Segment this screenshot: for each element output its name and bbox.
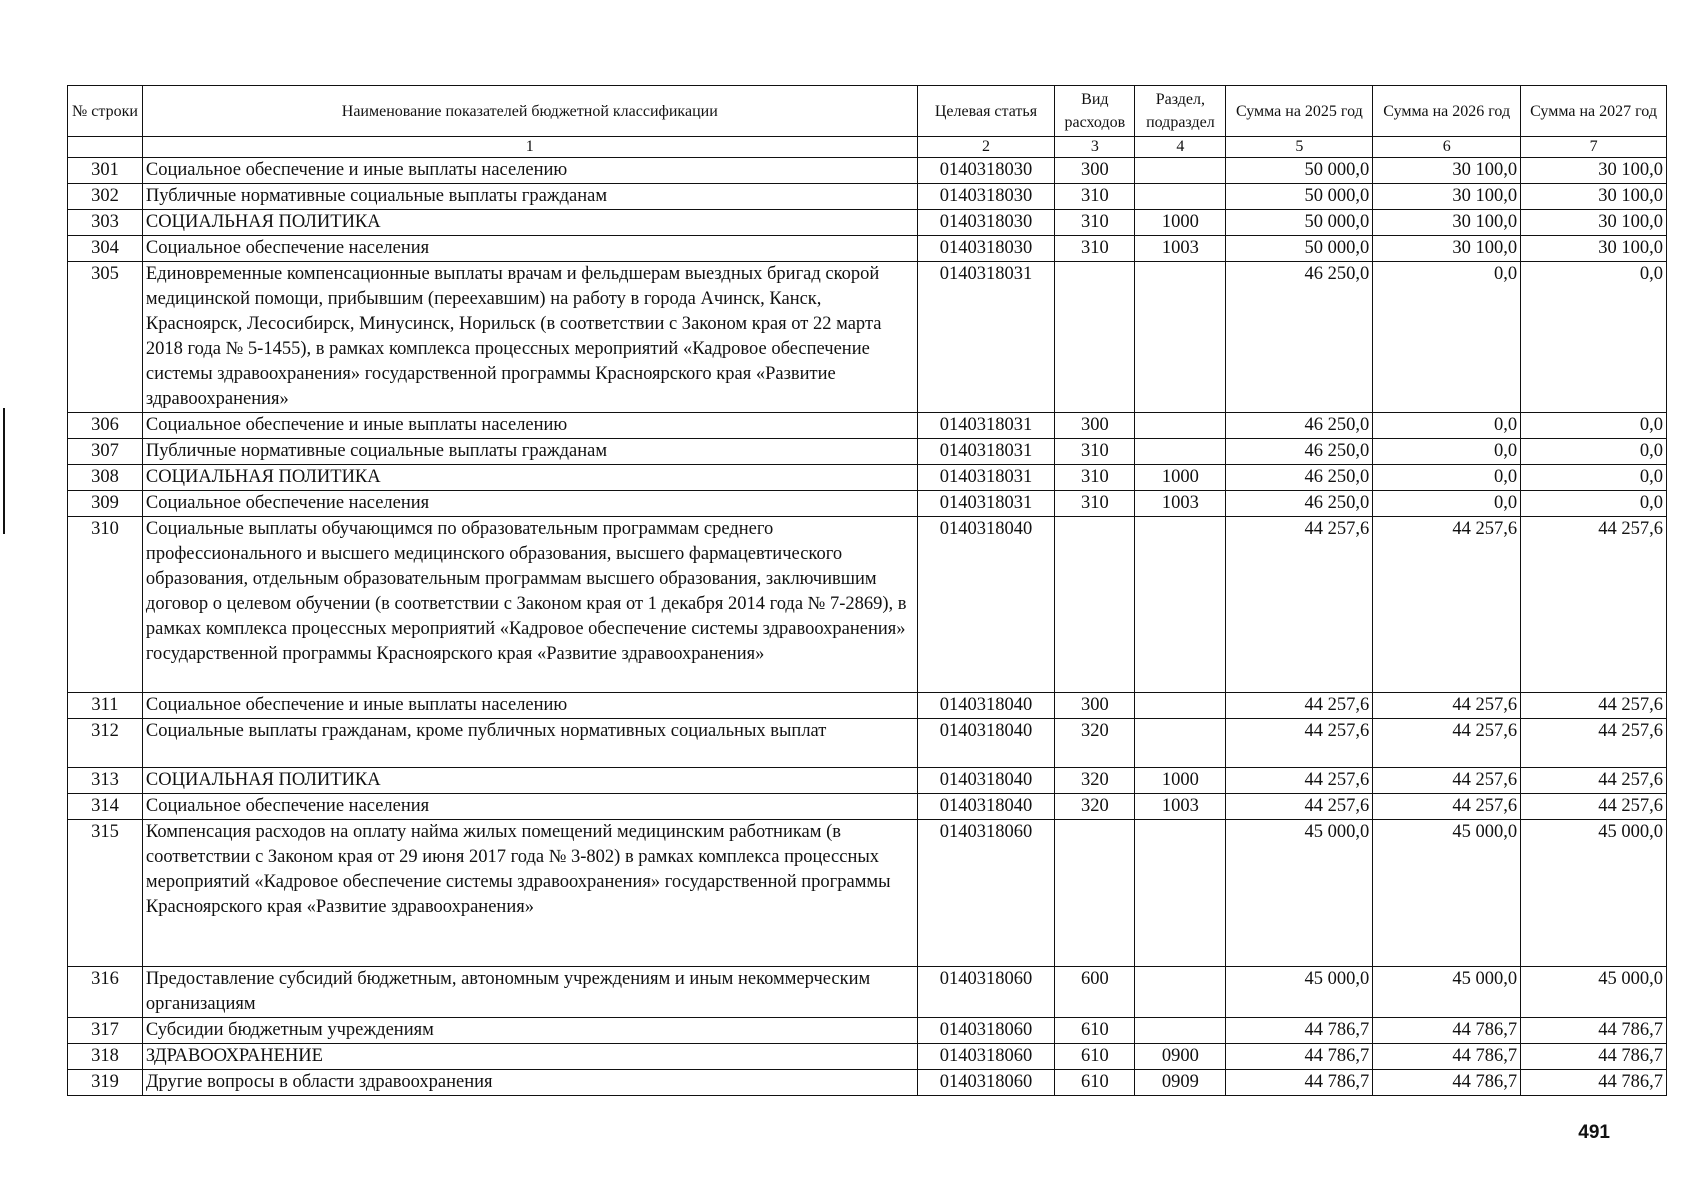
row-number: 304 xyxy=(68,236,143,262)
sum-2025: 44 257,6 xyxy=(1226,768,1373,794)
sum-2025: 50 000,0 xyxy=(1226,184,1373,210)
colnum: 3 xyxy=(1055,137,1135,158)
section-subsection: 1000 xyxy=(1135,465,1226,491)
sum-2026: 30 100,0 xyxy=(1373,210,1521,236)
sum-2025: 45 000,0 xyxy=(1226,820,1373,967)
table-row xyxy=(68,236,1667,262)
sum-2026: 44 786,7 xyxy=(1373,1070,1521,1096)
header-num: № строки xyxy=(68,86,143,137)
sum-2025: 46 250,0 xyxy=(1226,262,1373,413)
table-row xyxy=(68,465,1667,491)
expense-type: 310 xyxy=(1055,210,1135,236)
header-razd: Раздел, подраздел xyxy=(1135,86,1226,137)
expense-type: 610 xyxy=(1055,1070,1135,1096)
colnum: 6 xyxy=(1373,137,1521,158)
indicator-name: Другие вопросы в области здравоохранения xyxy=(142,1070,917,1096)
expense-type: 320 xyxy=(1055,768,1135,794)
header-sum-2026: Сумма на 2026 год xyxy=(1373,86,1521,137)
sum-2027: 45 000,0 xyxy=(1521,967,1667,1018)
indicator-name: ЗДРАВООХРАНЕНИЕ xyxy=(142,1044,917,1070)
row-number: 311 xyxy=(68,693,143,719)
expense-type: 310 xyxy=(1055,439,1135,465)
page-number: 491 xyxy=(1578,1122,1610,1143)
row-number: 314 xyxy=(68,794,143,820)
row-number: 308 xyxy=(68,465,143,491)
header-code: Целевая статья xyxy=(917,86,1055,137)
sum-2025: 46 250,0 xyxy=(1226,491,1373,517)
table-row xyxy=(68,413,1667,439)
indicator-name: СОЦИАЛЬНАЯ ПОЛИТИКА xyxy=(142,465,917,491)
target-article: 0140318031 xyxy=(917,413,1055,439)
table-row xyxy=(68,719,1667,768)
sum-2025: 44 257,6 xyxy=(1226,693,1373,719)
budget-table xyxy=(67,85,1667,1096)
sum-2025: 44 257,6 xyxy=(1226,794,1373,820)
sum-2027: 44 786,7 xyxy=(1521,1018,1667,1044)
sum-2025: 50 000,0 xyxy=(1226,158,1373,184)
section-subsection: 1003 xyxy=(1135,491,1226,517)
section-subsection xyxy=(1135,413,1226,439)
row-number: 317 xyxy=(68,1018,143,1044)
header-row xyxy=(68,86,1667,137)
section-subsection xyxy=(1135,693,1226,719)
expense-type xyxy=(1055,820,1135,967)
sum-2026: 44 257,6 xyxy=(1373,768,1521,794)
sum-2025: 44 257,6 xyxy=(1226,719,1373,768)
section-subsection xyxy=(1135,967,1226,1018)
row-number: 307 xyxy=(68,439,143,465)
row-number: 315 xyxy=(68,820,143,967)
header-sum-2025: Сумма на 2025 год xyxy=(1226,86,1373,137)
sum-2026: 44 786,7 xyxy=(1373,1044,1521,1070)
expense-type: 300 xyxy=(1055,693,1135,719)
sum-2027: 30 100,0 xyxy=(1521,236,1667,262)
row-number: 305 xyxy=(68,262,143,413)
colnum: 1 xyxy=(142,137,917,158)
target-article: 0140318031 xyxy=(917,465,1055,491)
target-article: 0140318031 xyxy=(917,262,1055,413)
target-article: 0140318031 xyxy=(917,491,1055,517)
sum-2026: 0,0 xyxy=(1373,413,1521,439)
indicator-name: СОЦИАЛЬНАЯ ПОЛИТИКА xyxy=(142,210,917,236)
target-article: 0140318030 xyxy=(917,210,1055,236)
sum-2025: 50 000,0 xyxy=(1226,236,1373,262)
sum-2025: 50 000,0 xyxy=(1226,210,1373,236)
row-number: 318 xyxy=(68,1044,143,1070)
indicator-name: Социальное обеспечение населения xyxy=(142,491,917,517)
sum-2027: 44 257,6 xyxy=(1521,517,1667,693)
row-number: 306 xyxy=(68,413,143,439)
sum-2026: 44 257,6 xyxy=(1373,693,1521,719)
table-row xyxy=(68,967,1667,1018)
row-number: 303 xyxy=(68,210,143,236)
expense-type: 610 xyxy=(1055,1044,1135,1070)
sum-2025: 46 250,0 xyxy=(1226,465,1373,491)
indicator-name: Социальное обеспечение и иные выплаты населению xyxy=(142,693,917,719)
section-subsection: 1000 xyxy=(1135,768,1226,794)
sum-2026: 30 100,0 xyxy=(1373,236,1521,262)
row-number: 301 xyxy=(68,158,143,184)
target-article: 0140318060 xyxy=(917,967,1055,1018)
table-row xyxy=(68,768,1667,794)
section-subsection xyxy=(1135,517,1226,693)
target-article: 0140318040 xyxy=(917,517,1055,693)
expense-type: 320 xyxy=(1055,719,1135,768)
table-row xyxy=(68,693,1667,719)
sum-2027: 0,0 xyxy=(1521,439,1667,465)
section-subsection xyxy=(1135,262,1226,413)
sum-2026: 44 786,7 xyxy=(1373,1018,1521,1044)
indicator-name: Компенсация расходов на оплату найма жилых помещений медицинским работникам (в соответствии с Законом края от 29 июня 2017 года № 3-802) в рамках комплекса процессных мероприятий «Кадровое обеспечение системы здравоохранения» государственной программы Красноярского края «Развитие здравоохранения» xyxy=(142,820,917,967)
header-vid: Вид расходов xyxy=(1055,86,1135,137)
section-subsection xyxy=(1135,184,1226,210)
target-article: 0140318060 xyxy=(917,1044,1055,1070)
expense-type: 320 xyxy=(1055,794,1135,820)
sum-2026: 44 257,6 xyxy=(1373,719,1521,768)
sum-2025: 45 000,0 xyxy=(1226,967,1373,1018)
sum-2025: 44 786,7 xyxy=(1226,1070,1373,1096)
column-number-row xyxy=(68,137,1667,158)
sum-2027: 0,0 xyxy=(1521,262,1667,413)
colnum: 7 xyxy=(1521,137,1667,158)
table-row xyxy=(68,1070,1667,1096)
target-article: 0140318060 xyxy=(917,820,1055,967)
sum-2025: 44 257,6 xyxy=(1226,517,1373,693)
sum-2027: 44 786,7 xyxy=(1521,1044,1667,1070)
section-subsection xyxy=(1135,439,1226,465)
section-subsection: 1003 xyxy=(1135,794,1226,820)
colnum-empty xyxy=(68,137,143,158)
sum-2026: 0,0 xyxy=(1373,262,1521,413)
sum-2027: 0,0 xyxy=(1521,465,1667,491)
sum-2026: 0,0 xyxy=(1373,465,1521,491)
target-article: 0140318040 xyxy=(917,794,1055,820)
target-article: 0140318060 xyxy=(917,1018,1055,1044)
table-row xyxy=(68,1018,1667,1044)
table-row xyxy=(68,820,1667,967)
target-article: 0140318040 xyxy=(917,768,1055,794)
expense-type: 600 xyxy=(1055,967,1135,1018)
expense-type: 310 xyxy=(1055,184,1135,210)
indicator-name: Социальное обеспечение и иные выплаты населению xyxy=(142,158,917,184)
colnum: 5 xyxy=(1226,137,1373,158)
table-row xyxy=(68,794,1667,820)
row-number: 302 xyxy=(68,184,143,210)
sum-2027: 30 100,0 xyxy=(1521,184,1667,210)
target-article: 0140318040 xyxy=(917,719,1055,768)
row-number: 312 xyxy=(68,719,143,768)
sum-2027: 44 257,6 xyxy=(1521,693,1667,719)
table-row xyxy=(68,439,1667,465)
target-article: 0140318030 xyxy=(917,236,1055,262)
indicator-name: Публичные нормативные социальные выплаты гражданам xyxy=(142,184,917,210)
target-article: 0140318030 xyxy=(917,184,1055,210)
sum-2027: 0,0 xyxy=(1521,491,1667,517)
sum-2026: 0,0 xyxy=(1373,491,1521,517)
sum-2025: 44 786,7 xyxy=(1226,1018,1373,1044)
sum-2026: 45 000,0 xyxy=(1373,967,1521,1018)
header-sum-2027: Сумма на 2027 год xyxy=(1521,86,1667,137)
indicator-name: Социальные выплаты гражданам, кроме публичных нормативных социальных выплат xyxy=(142,719,917,768)
section-subsection xyxy=(1135,820,1226,967)
expense-type: 300 xyxy=(1055,413,1135,439)
table-row xyxy=(68,184,1667,210)
colnum: 2 xyxy=(917,137,1055,158)
section-subsection: 1003 xyxy=(1135,236,1226,262)
sum-2025: 46 250,0 xyxy=(1226,439,1373,465)
target-article: 0140318030 xyxy=(917,158,1055,184)
row-number: 309 xyxy=(68,491,143,517)
indicator-name: Предоставление субсидий бюджетным, автономным учреждениям и иным некоммерческим организациям xyxy=(142,967,917,1018)
row-number: 316 xyxy=(68,967,143,1018)
indicator-name: Социальное обеспечение населения xyxy=(142,236,917,262)
section-subsection xyxy=(1135,158,1226,184)
section-subsection xyxy=(1135,1018,1226,1044)
row-number: 310 xyxy=(68,517,143,693)
expense-type: 310 xyxy=(1055,236,1135,262)
target-article: 0140318031 xyxy=(917,439,1055,465)
expense-type: 310 xyxy=(1055,491,1135,517)
table-body xyxy=(68,158,1667,1096)
expense-type xyxy=(1055,517,1135,693)
indicator-name: Публичные нормативные социальные выплаты гражданам xyxy=(142,439,917,465)
expense-type: 610 xyxy=(1055,1018,1135,1044)
section-subsection: 0909 xyxy=(1135,1070,1226,1096)
indicator-name: Единовременные компенсационные выплаты врачам и фельдшерам выездных бригад скорой медицинской помощи, прибывшим (переехавшим) на работу в города Ачинск, Канск, Красноярск, Лесосибирск, Минусинск, Норильск (в соответствии с Законом края от 22 марта 2018 года № 5-1455), в рамках комплекса процессных мероприятий «Кадровое обеспечение системы здравоохранения» государственной программы Красноярского края «Развитие здравоохранения» xyxy=(142,262,917,413)
table-row xyxy=(68,1044,1667,1070)
target-article: 0140318040 xyxy=(917,693,1055,719)
row-number: 319 xyxy=(68,1070,143,1096)
sum-2025: 46 250,0 xyxy=(1226,413,1373,439)
section-subsection: 0900 xyxy=(1135,1044,1226,1070)
sum-2025: 44 786,7 xyxy=(1226,1044,1373,1070)
section-subsection: 1000 xyxy=(1135,210,1226,236)
expense-type: 300 xyxy=(1055,158,1135,184)
table-row xyxy=(68,158,1667,184)
sum-2027: 45 000,0 xyxy=(1521,820,1667,967)
indicator-name: СОЦИАЛЬНАЯ ПОЛИТИКА xyxy=(142,768,917,794)
table-row xyxy=(68,262,1667,413)
indicator-name: Социальное обеспечение и иные выплаты населению xyxy=(142,413,917,439)
sum-2026: 0,0 xyxy=(1373,439,1521,465)
colnum: 4 xyxy=(1135,137,1226,158)
table-row xyxy=(68,210,1667,236)
margin-mark xyxy=(3,408,5,534)
sum-2027: 30 100,0 xyxy=(1521,210,1667,236)
sum-2027: 44 257,6 xyxy=(1521,794,1667,820)
sum-2026: 44 257,6 xyxy=(1373,517,1521,693)
sum-2027: 44 786,7 xyxy=(1521,1070,1667,1096)
sum-2026: 30 100,0 xyxy=(1373,158,1521,184)
expense-type: 310 xyxy=(1055,465,1135,491)
sum-2026: 30 100,0 xyxy=(1373,184,1521,210)
expense-type xyxy=(1055,262,1135,413)
row-number: 313 xyxy=(68,768,143,794)
table-row xyxy=(68,517,1667,693)
indicator-name: Социальные выплаты обучающимся по образовательным программам среднего профессионального и высшего медицинского образования, высшего фармацевтического образования, отдельным образовательным программам высшего образования, заключившим договор о целевом обучении (в соответствии с Законом края от 1 декабря 2014 года № 7-2869), в рамках комплекса процессных мероприятий «Кадровое обеспечение системы здравоохранения» государственной программы Красноярского края «Развитие здравоохранения» xyxy=(142,517,917,693)
table-row xyxy=(68,491,1667,517)
indicator-name: Социальное обеспечение населения xyxy=(142,794,917,820)
sum-2026: 45 000,0 xyxy=(1373,820,1521,967)
sum-2027: 44 257,6 xyxy=(1521,768,1667,794)
header-name: Наименование показателей бюджетной классификации xyxy=(142,86,917,137)
sum-2026: 44 257,6 xyxy=(1373,794,1521,820)
target-article: 0140318060 xyxy=(917,1070,1055,1096)
indicator-name: Субсидии бюджетным учреждениям xyxy=(142,1018,917,1044)
section-subsection xyxy=(1135,719,1226,768)
sum-2027: 44 257,6 xyxy=(1521,719,1667,768)
sum-2027: 0,0 xyxy=(1521,413,1667,439)
sum-2027: 30 100,0 xyxy=(1521,158,1667,184)
